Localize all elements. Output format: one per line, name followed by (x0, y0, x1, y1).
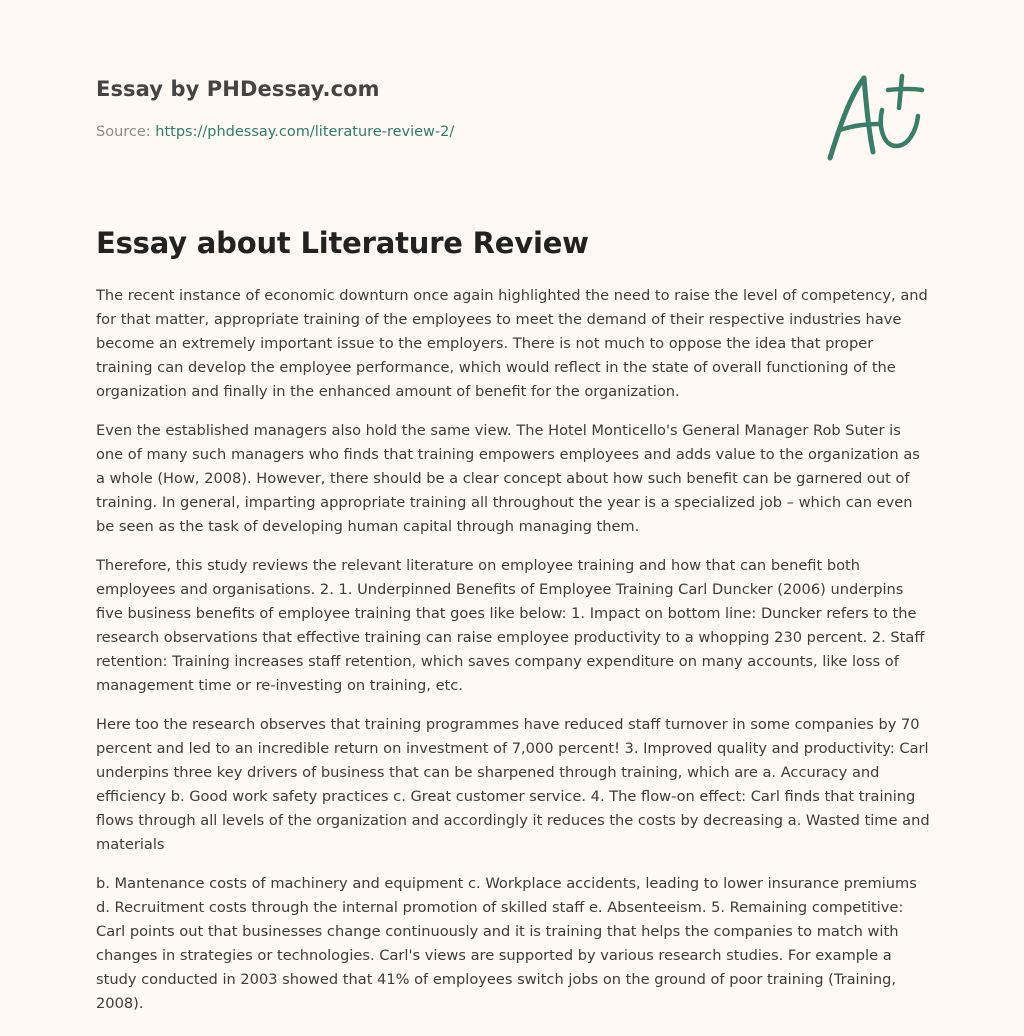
essay-paragraph: Even the established managers also hold the same view. The Hotel Monticello's General Manager Rob Suter is one of many such managers who finds that training empowers employees and adds value to the organization as a whole (How, 2008). However, there should be a clear concept about how such benefit can be garnered out of training. In general, imparting appropriate training all throughout the year is a specialized job – which can even be seen as the task of developing human capital through managing them. (96, 422, 920, 535)
source-link[interactable]: https://phdessay.com/literature-review-2/ (155, 124, 455, 140)
essay-paragraph: Here too the research observes that training programmes have reduced staff turnover in some companies by 70 percent and led to an incredible return on investment of 7,000 percent! 3. Improved quality and productivity: Carl underpins three key drivers of business that can be sharpened through training, which are a. Accuracy and efficiency b. Good work safety practices c. Great customer service. 4. The flow-on effect: Carl finds that training flows through all levels of the organization and accordingly it reduces the costs by decreasing a. Wasted time and materials (96, 716, 930, 853)
source-line (96, 124, 454, 140)
brand-title: Essay by PHDessay.com (96, 77, 380, 101)
essay-paragraph: b. Mantenance costs of machinery and equipment c. Workplace accidents, leading to lower insurance premiums d. Recruitment costs through the internal promotion of skilled staff e. Absenteeism. 5. Remaining competitive: Carl points out that businesses change continuously and it is training that helps the companies to match with changes in strategies or technologies. Carl's views are supported by various research studies. For example a study conducted in 2003 showed that 41% of employees switch jobs on the ground of poor training (Training, 2008). (96, 875, 917, 1012)
essay-paragraph: Therefore, this study reviews the relevant literature on employee training and how that can benefit both employees and organisations. 2. 1. Underpinned Benefits of Employee Training Carl Duncker (2006) underpins five business benefits of employee training that goes like below: 1. Impact on bottom line: Duncker refers to the research observations that effective training can raise employee productivity to a whopping 230 percent. 2. Staff retention: Training increases staff retention, which saves company expenditure on many accounts, like loss of management time or re-investing on training, etc. (96, 557, 925, 694)
a-plus-grade-icon (820, 66, 930, 166)
essay-title: Essay about Literature Review (96, 226, 589, 260)
essay-paragraph: The recent instance of economic downturn once again highlighted the need to raise the level of competency, and for that matter, appropriate training of the employees to meet the demand of their respective industries have become an extremely important issue to the employers. There is not much to oppose the idea that proper training can develop the employee performance, which would reflect in the state of overall functioning of the organization and finally in the enhanced amount of benefit for the organization. (96, 287, 928, 400)
essay-body (96, 284, 932, 1031)
source-label: Source: (96, 124, 156, 140)
